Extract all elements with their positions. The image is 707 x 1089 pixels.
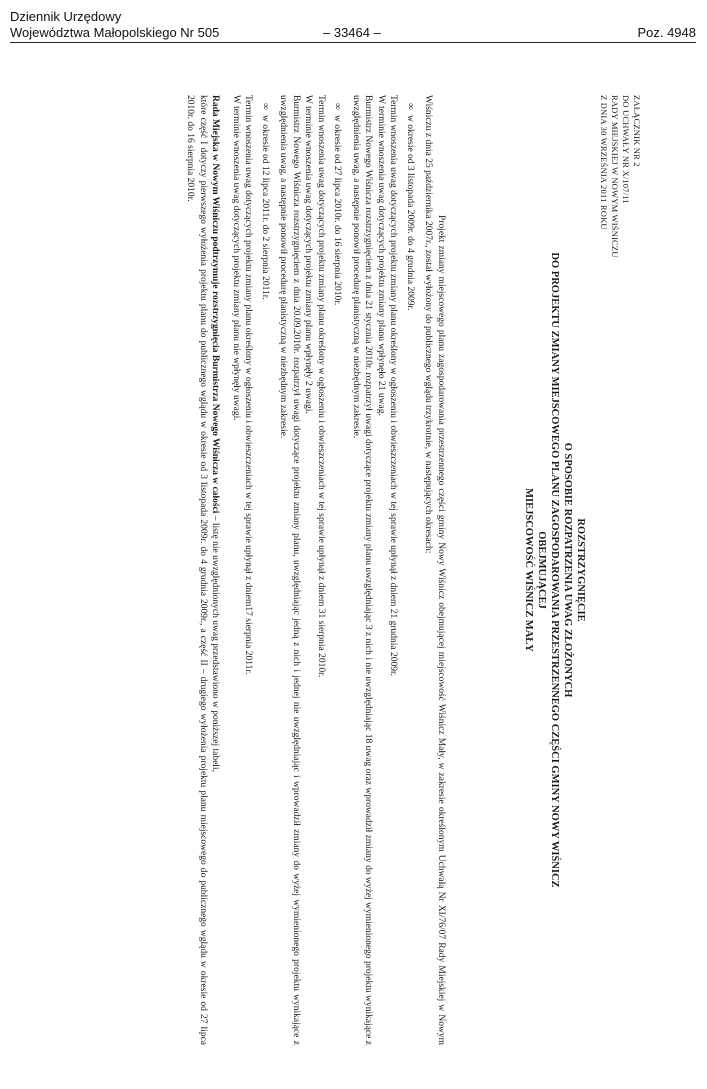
intro-paragraph: Projekt zmiany miejscowego planu zagospodarowania przestrzennego części gminy Nowy Wiśnicz obejmującej miejscowość Wiśnicz Mały, w zakresie określonym Uchwałą Nr XI/76/07 Rady Miejskiej w Nowym Wiśniczu z dnia 25 października 2007r., został wyłożony do publicznego wglądu trzykrotnie, w następujących okresach: (423, 95, 446, 1045)
paragraph: W terminie wnoszenia uwag dotyczących projektu zmiany planu wpłynęły 2 uwagi. (303, 95, 314, 414)
attachment-line: RADY MIEJSKIEJ W NOWYM WIŚNICZU (610, 95, 620, 258)
bullet-icon: ∞ (405, 103, 415, 110)
journal-subtitle: Województwa Małopolskiego Nr 505 (10, 25, 220, 40)
title-line: MIEJSCOWOŚĆ WIŚNICZ MAŁY (523, 488, 534, 652)
page-header (10, 9, 696, 41)
title-line: OBEJMUJĄCEJ (536, 531, 547, 609)
period-text: w okresie od 27 lipca 2010r. do 16 sierpnia 2010r. (332, 115, 343, 306)
document-title (522, 95, 587, 1045)
final-paragraph (209, 95, 222, 1045)
position-number: Poz. 4948 (637, 25, 696, 40)
rotated-document-body (42, 95, 642, 1045)
attachment-line: Z DNIA 30 WRZEŚNIA 2011 ROKU (599, 95, 609, 230)
period-item (404, 103, 417, 1045)
paragraph: Burmistrz Nowego Wiśnicza rozstrzygnięciem z dnia 21 stycznia 2010r. rozpatrzył uwagi dotyczące projektu zmiany planu uwzględniając 3 z nich i nie uwzględniając 18 uwag oraz wprowadził zmiany do wyżej wymienionego projektu wynikające z uwzględnienia uwag, a następnie ponowił procedurę planistyczną w niezbędnym zakresie. (351, 95, 374, 1045)
period-text: w okresie od 3 listopada 2009r. do 4 grudnia 2009r. (405, 115, 415, 311)
attachment-line: ZAŁĄCZNIK NR 2 (632, 95, 642, 167)
page-number: – 33464 – (323, 25, 381, 40)
journal-title: Dziennik Urzędowy (10, 9, 122, 24)
attachment-line: DO UCHWAŁY NR X/107/11 (621, 95, 631, 204)
period-item (331, 103, 344, 1045)
bullet-icon: ∞ (332, 103, 343, 110)
paragraph: W terminie wnoszenia uwag dotyczących projektu zmiany planu wpłynęło 21 uwag. (376, 95, 386, 416)
paragraph: Termin wnoszenia uwag dotyczących projektu zmiany planu określony w ogłoszeniu i obwieszczeniach w tej sprawie upłynął z dniem 31 sierpnia 2010r. (316, 95, 326, 678)
final-bold-text: Rada Miejska w Nowym Wiśniczu podtrzymuje rozstrzygnięcia Burmistrza Nowego Wiśnicza w całości (210, 95, 221, 514)
document-text (184, 95, 447, 1045)
period-item (259, 103, 272, 1045)
period-text: w okresie od 12 lipca 2011r. do 2 sierpnia 2011r. (260, 115, 270, 300)
paragraph: Burmistrz Nowego Wiśnicza rozstrzygnięciem z dnia 20.09.2010r. rozpatrzył uwagi dotyczące projektu zmiany planu, uwzględniając jedną z nich i jednej nie uwzględniając i wprowadził zmiany do wyżej wymienionego projektu wynikające z uwzględnienia uwag, a następnie ponowił procedurę planistyczną w niezbędnym zakresie. (278, 95, 301, 1045)
final-paragraph-2: które część I dotyczy pierwszego wyłożenia projektu planu do publicznego wglądu w okresie od 3 listopada 2009r. do 4 grudnia 2009r., a część II – drugiego wyłożenia projektu planu miejscowego do publicznego wglądu w okresie od 27 lipca 2010r. do 16 sierpnia 2010r. (185, 95, 208, 1045)
attachment-note (598, 95, 642, 258)
bullet-icon: ∞ (260, 103, 270, 110)
title-line: DO PROJEKTU ZMIANY MIEJSCOWEGO PLANU ZAGOSPODAROWANIA PRZESTRZENNEGO CZĘŚCI GMINY NOWY WIŚNICZ (549, 252, 560, 888)
paragraph: Termin wnoszenia uwag dotyczących projektu zmiany planu określony w ogłoszeniu i obwieszczeniach w tej sprawie upłynął z dniem 21 grudnia 2009r. (388, 95, 399, 677)
paragraph: Termin wnoszenia uwag dotyczących projektu zmiany planu określony w ogłoszeniu i obwieszczeniach w tej sprawie upłynął z dniem17 sierpnia 2011r. (243, 95, 254, 675)
final-text: – listę nie uwzględnionych uwag przedstawiono w poniższej tabeli, (210, 513, 221, 772)
header-divider (10, 42, 696, 43)
paragraph: W terminie wnoszenia uwag dotyczących projektu zmiany planu nie wpłynęły uwagi. (231, 95, 241, 421)
title-line: O SPOSOBIE ROZPATRZENIA UWAG ZŁOŻONYCH (562, 442, 573, 698)
title-line: ROZSTRZYGNIĘCIE (575, 518, 586, 622)
